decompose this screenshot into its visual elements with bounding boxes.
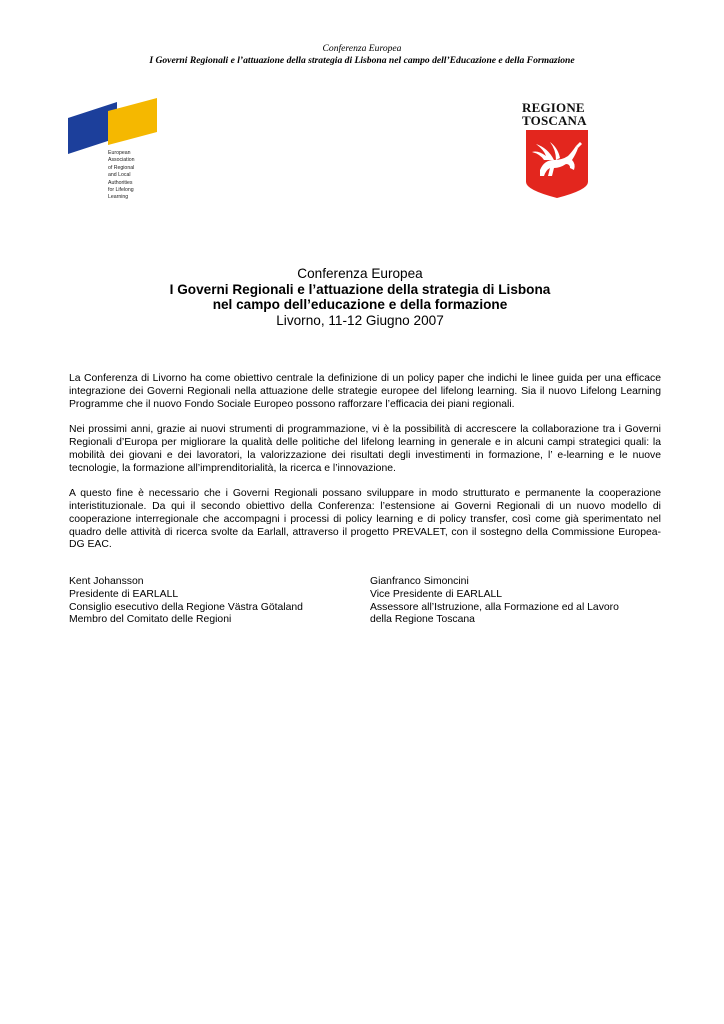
signature-role: Assessore all’Istruzione, alla Formazione ed al Lavoro bbox=[370, 601, 619, 613]
logo-text-line: Learning bbox=[108, 194, 129, 201]
paragraph: A questo fine è necessario che i Governi Regionali possano sviluppare in modo strutturato e permanente la cooperazione interistituzionale. Da qui il secondo obiettivo della Conferenza: l’estensione ai Governi Regionali di un nuovo modello di cooperazione interregionale che accompagni i processi di policy learning e di policy transfer, così come già sperimentato nel quadro delle attività di ricerca svolte da Earlall, attraverso il progetto PREVALET, con il sostegno della Commissione Europea-DG EAC. bbox=[69, 488, 661, 551]
logo-text-line: Association bbox=[108, 157, 135, 164]
signature-right bbox=[370, 576, 670, 627]
logo-text-line: Authorities bbox=[108, 179, 133, 186]
title-line-main: I Governi Regionali e l’attuazione della strategia di Lisbona bbox=[169, 281, 551, 297]
title-line-place-date: Livorno, 11-12 Giugno 2007 bbox=[276, 312, 444, 328]
regione-toscana-logo bbox=[522, 102, 594, 198]
earlall-logo bbox=[68, 98, 168, 208]
signature-name: Gianfranco Simoncini bbox=[370, 576, 469, 587]
signature-role: della Regione Toscana bbox=[370, 614, 475, 626]
signature-role: Presidente di EARLALL bbox=[69, 588, 179, 600]
running-header-line1: Conferenza Europea bbox=[322, 43, 402, 54]
logo-text-line: for Lifelong bbox=[108, 187, 134, 194]
regione-toscana-title-line: REGIONE bbox=[522, 100, 585, 115]
title-line-subtitle: nel campo dell’educazione e della formazione bbox=[212, 297, 508, 312]
paragraph: La Conferenza di Livorno ha come obiettivo centrale la definizione di un policy paper che indichi le linee guida per una efficace integrazione dei Governi Regionali nella attuazione delle strategie europee del lifelong learning. Sia il nuovo Lifelong Learning Programme che il nuovo Fondo Sociale Europeo possono rafforzare l’efficacia dei piani regionali. bbox=[69, 373, 661, 410]
signature-role: Vice Presidente di EARLALL bbox=[370, 588, 503, 600]
signature-role: Consiglio esecutivo della Regione Västra Götaland bbox=[69, 601, 303, 613]
logo-text-line: of Regional bbox=[108, 164, 135, 171]
running-header bbox=[0, 43, 724, 67]
earlall-logo-text bbox=[108, 150, 168, 202]
regione-toscana-title bbox=[522, 102, 594, 127]
document-title bbox=[150, 266, 570, 328]
pegasus-shield-icon bbox=[526, 130, 588, 198]
logo-text-line: and Local bbox=[108, 172, 131, 179]
logo-text-line: European bbox=[108, 150, 131, 156]
paragraph: Nei prossimi anni, grazie ai nuovi strumenti di programmazione, vi è la possibilità di accrescere la collaborazione tra i Governi Regionali d’Europa per migliorare la qualità delle politiche del lifelong learning in generale e in alcuni campi strategici quali: la mobilità dei giovani e dei lavoratori, la valorizzazione dei risultati degli investimenti in formazione, l’ e-learning e le nuove tecnologie, la formazione all’imprenditorialità, la ricerca e l’innovazione. bbox=[69, 424, 661, 474]
regione-toscana-title-line: TOSCANA bbox=[522, 112, 587, 128]
running-header-line2: I Governi Regionali e l’attuazione della strategia di Lisbona nel campo dell’Educazione e della Formazione bbox=[149, 55, 575, 66]
signature-name: Kent Johansson bbox=[69, 576, 144, 587]
earlall-logo-mark bbox=[68, 98, 160, 154]
signature-role: Membro del Comitato delle Regioni bbox=[69, 614, 232, 626]
signature-left bbox=[69, 576, 359, 627]
body-text bbox=[69, 373, 661, 565]
title-line-conference: Conferenza Europea bbox=[297, 266, 423, 281]
